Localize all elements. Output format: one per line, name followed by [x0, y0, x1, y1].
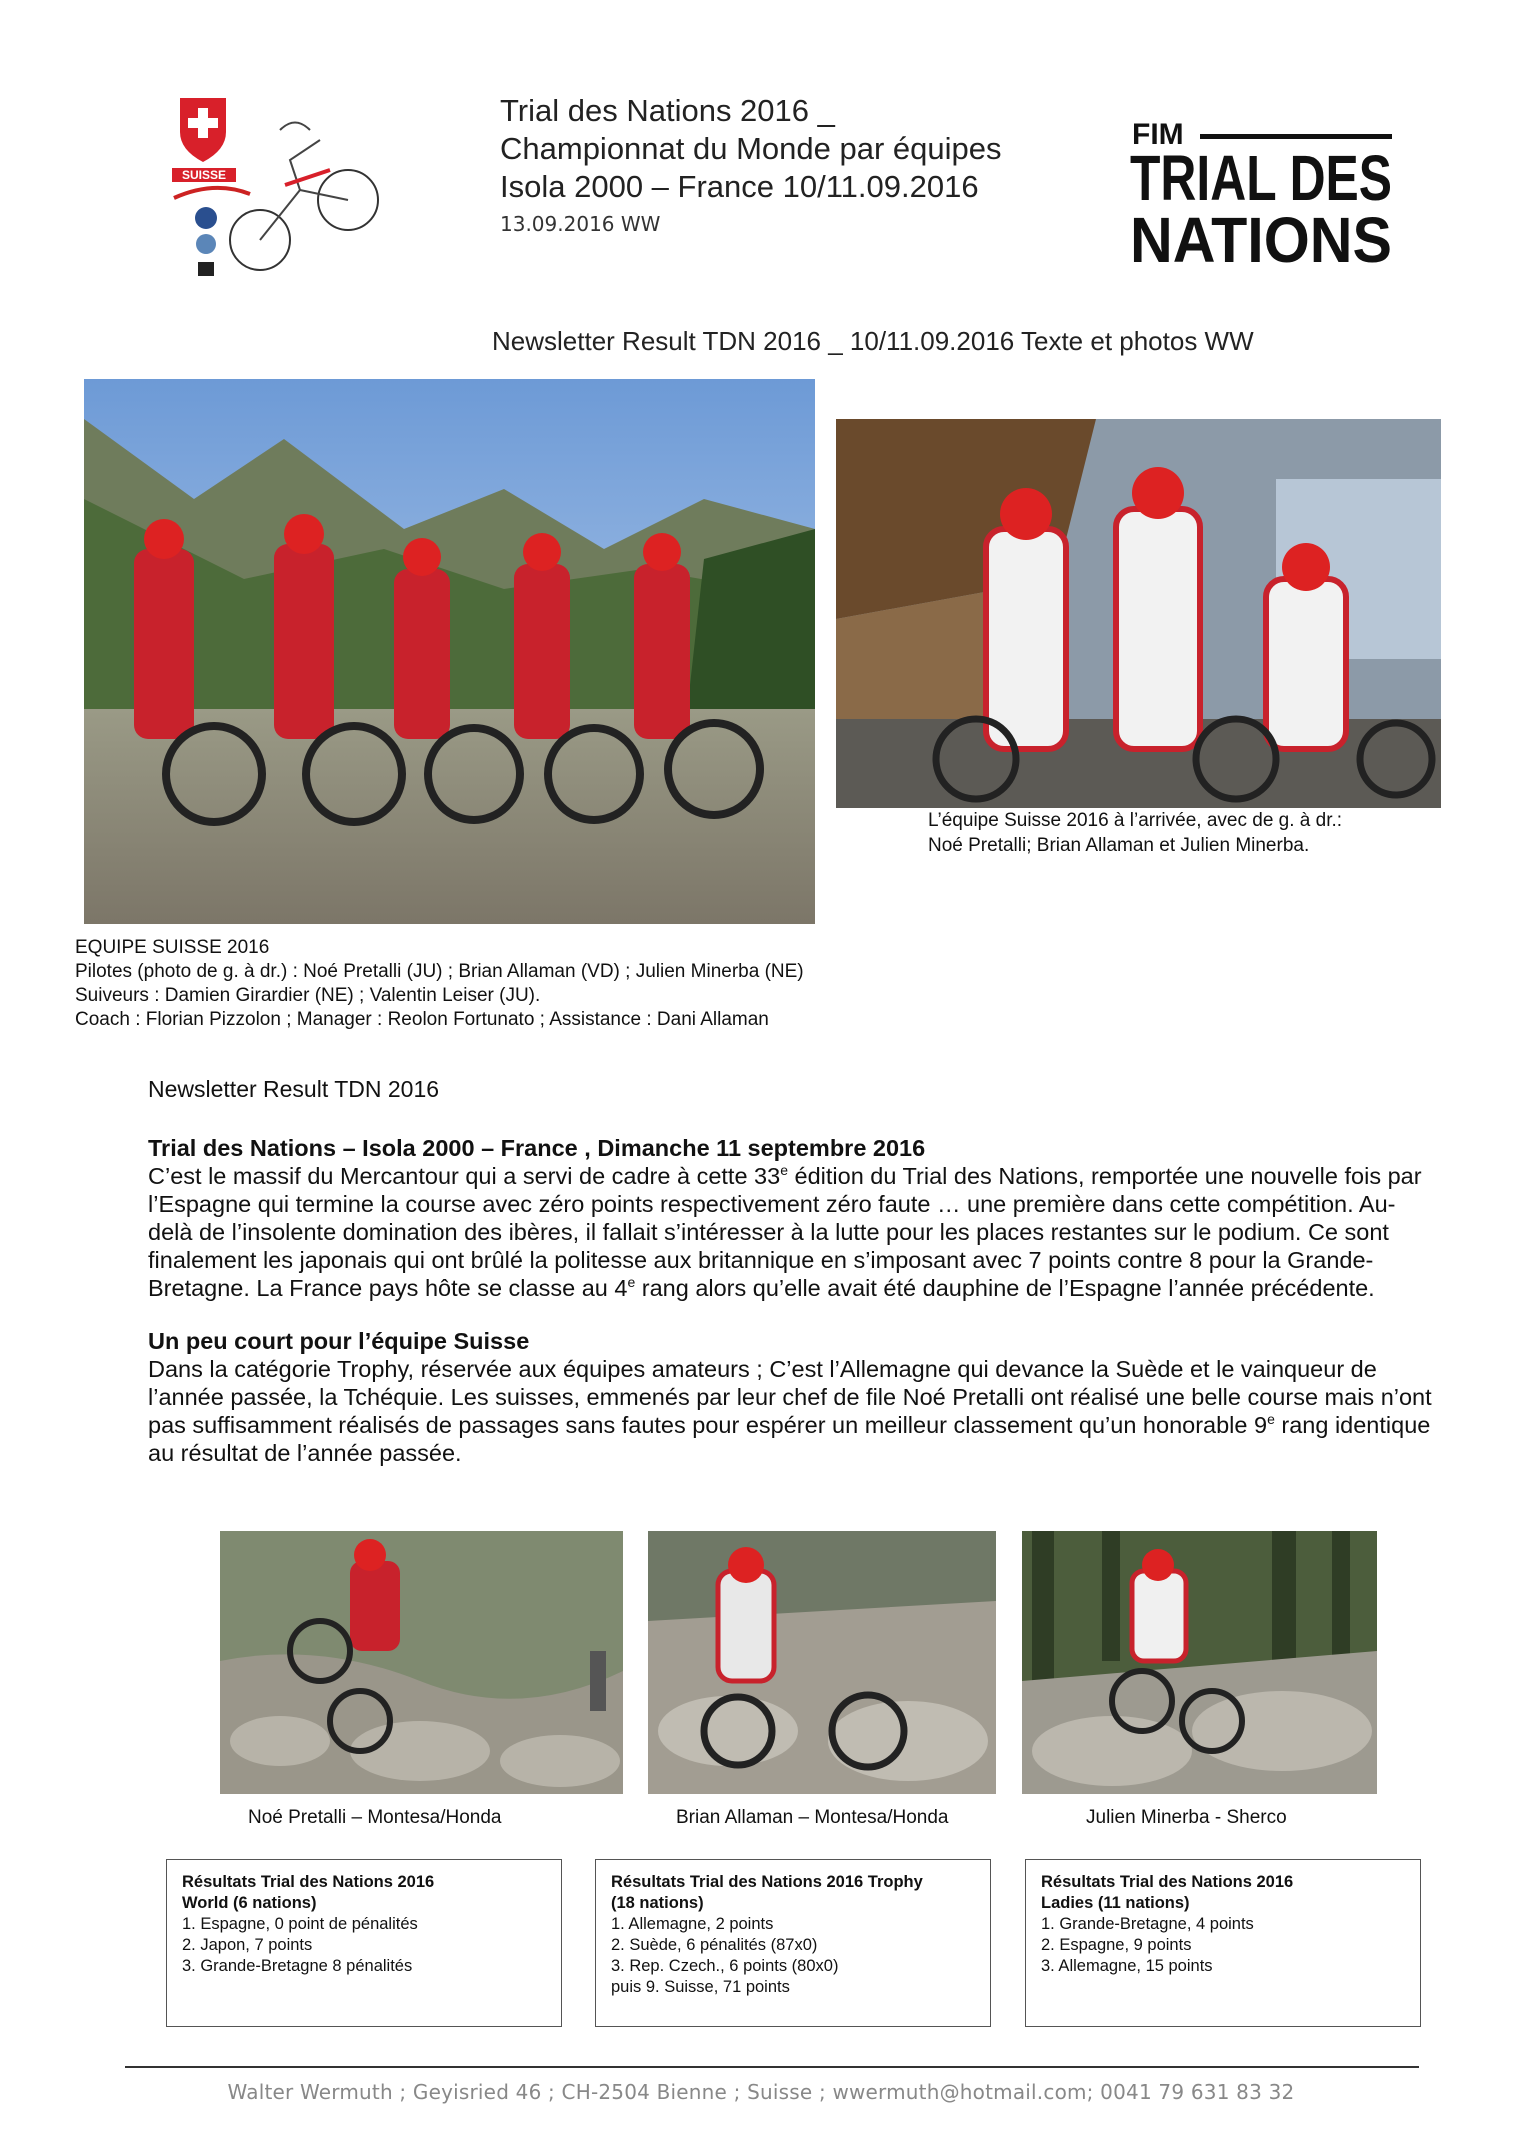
results-trophy-title: Résultats Trial des Nations 2016 Trophy	[611, 1873, 923, 1891]
results-world	[166, 1859, 562, 2027]
results-trophy-line: 1. Allemagne, 2 points	[611, 1915, 774, 1933]
rider-photo-minerba	[1022, 1531, 1377, 1794]
results-trophy-subtitle: (18 nations)	[611, 1894, 704, 1912]
results-trophy-line: puis 9. Suisse, 71 points	[611, 1978, 790, 1996]
team-arrival-photo	[836, 419, 1441, 808]
results-ladies-title: Résultats Trial des Nations 2016	[1041, 1873, 1294, 1891]
team-roster-pilots: Pilotes (photo de g. à dr.) : Noé Pretalli (JU) ; Brian Allaman (VD) ; Julien Minerba (NE)	[75, 961, 804, 982]
arrival-caption-line-2: Noé Pretalli; Brian Allaman et Julien Minerba.	[928, 835, 1310, 856]
title-line-3: Isola 2000 – France 10/11.09.2016	[500, 169, 979, 204]
caption-pretalli: Noé Pretalli – Montesa/Honda	[248, 1807, 502, 1828]
team-roster-followers: Suiveurs : Damien Girardier (NE) ; Valentin Leiser (JU).	[75, 985, 541, 1006]
fim-text: FIM	[1132, 118, 1184, 151]
results-ladies-line: 2. Espagne, 9 points	[1041, 1936, 1192, 1954]
results-trophy	[595, 1859, 991, 2027]
fim-tdn-logo	[1130, 118, 1394, 276]
results-world-subtitle: World (6 nations)	[182, 1894, 317, 1912]
title-line-1: Trial des Nations 2016 _	[500, 93, 835, 128]
results-world-line: 2. Japon, 7 points	[182, 1936, 313, 1954]
title-line-2: Championnat du Monde par équipes	[500, 131, 1002, 166]
rider-photo-pretalli	[220, 1531, 623, 1794]
nations-text: NATIONS	[1130, 204, 1392, 276]
caption-allaman: Brian Allaman – Montesa/Honda	[676, 1807, 949, 1828]
newsletter-heading-top: Newsletter Result TDN 2016 _ 10/11.09.2016 Texte et photos WW	[492, 326, 1254, 356]
team-group-photo	[84, 379, 815, 924]
results-trophy-line: 2. Suède, 6 pénalités (87x0)	[611, 1936, 818, 1954]
team-roster-staff: Coach : Florian Pizzolon ; Manager : Reolon Fortunato ; Assistance : Dani Allaman	[75, 1009, 769, 1030]
team-roster-title: EQUIPE SUISSE 2016	[75, 937, 270, 958]
results-ladies-subtitle: Ladies (11 nations)	[1041, 1894, 1190, 1912]
article-heading-2: Un peu court pour l’équipe Suisse	[148, 1328, 530, 1354]
article-paragraph-2: Dans la catégorie Trophy, réservée aux équipes amateurs ; C’est l’Allemagne qui devance la Suède et le vainqueur de l’année passée, la Tchéquie. Les suisses, emmenés par leur chef de file Noé Pretalli ont réalisé une belle course mais n’ont pas suffisamment réalisés de passages sans fautes pour espérer un meilleur classement qu’un honorable 9e rang identique au résultat de l’année passée.	[148, 1356, 1432, 1466]
team-roster	[75, 936, 804, 1032]
document-date: 13.09.2016 WW	[500, 212, 661, 236]
trial-des-text: TRIAL DES	[1130, 142, 1392, 214]
results-ladies	[1025, 1859, 1421, 2027]
suisse-logo	[170, 90, 390, 290]
arrival-caption-line-1: L’équipe Suisse 2016 à l’arrivée, avec de g. à dr.:	[928, 810, 1343, 831]
results-world-line: 1. Espagne, 0 point de pénalités	[182, 1915, 418, 1933]
rider-photo-allaman	[648, 1531, 996, 1794]
results-ladies-line: 3. Allemagne, 15 points	[1041, 1957, 1213, 1975]
results-world-line: 3. Grande-Bretagne 8 pénalités	[182, 1957, 413, 1975]
document-title	[500, 92, 1002, 238]
article-body	[148, 1134, 1438, 1492]
newsletter-heading-mid: Newsletter Result TDN 2016	[148, 1076, 440, 1102]
article-heading-1: Trial des Nations – Isola 2000 – France , Dimanche 11 septembre 2016	[148, 1135, 926, 1161]
arrival-photo-caption	[928, 808, 1342, 858]
article-paragraph-1: C’est le massif du Mercantour qui a servi de cadre à cette 33e édition du Trial des Nations, remportée une nouvelle fois par l’Espagne qui termine la course avec zéro points respectivement zéro faute … une première dans cette compétition. Au-delà de l’insolente domination des ibères, il fallait s’intéresser à la lutte pour les places restantes sur le podium. Ce sont finalement les japonais qui ont brûlé la politesse aux britannique en s’imposant avec 7 points contre 8 pour la Grande-Bretagne. La France pays hôte se classe au 4e rang alors qu’elle avait été dauphine de l’Espagne l’année précédente.	[148, 1162, 1422, 1301]
results-trophy-line: 3. Rep. Czech., 6 points (80x0)	[611, 1957, 839, 1975]
results-world-title: Résultats Trial des Nations 2016	[182, 1873, 435, 1891]
footer-divider	[125, 2066, 1419, 2068]
suisse-logo-text: SUISSE	[181, 168, 227, 182]
footer-contact: Walter Wermuth ; Geyisried 46 ; CH-2504 Bienne ; Suisse ; wwermuth@hotmail.com; 0041 79 631 83 32	[227, 2080, 1295, 2104]
caption-minerba: Julien Minerba - Sherco	[1086, 1807, 1287, 1828]
results-ladies-line: 1. Grande-Bretagne, 4 points	[1041, 1915, 1254, 1933]
